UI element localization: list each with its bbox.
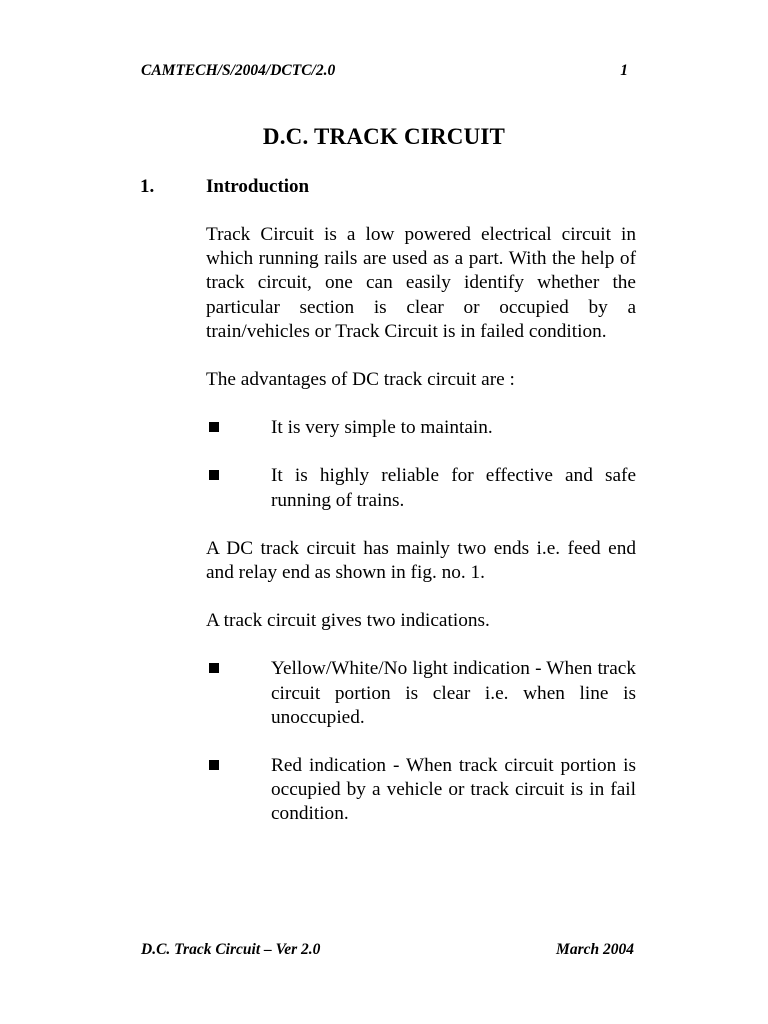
page-header bbox=[141, 62, 628, 84]
section-number: 1. bbox=[140, 176, 155, 197]
page-footer bbox=[141, 941, 634, 963]
list-item bbox=[206, 754, 636, 827]
ends-paragraph: A DC track circuit has mainly two ends i.e. feed end and relay end as shown in fig. no. 1. bbox=[206, 537, 636, 584]
list-item bbox=[206, 464, 636, 512]
square-bullet-icon bbox=[209, 760, 219, 770]
bullet-text: It is very simple to maintain. bbox=[271, 417, 493, 439]
footer-date: March 2004 bbox=[556, 941, 634, 958]
advantages-lead: The advantages of DC track circuit are : bbox=[206, 369, 515, 391]
bullet-text: Red indication - When track circuit portion is occupied by a vehicle or track circuit is in fail condition. bbox=[271, 755, 636, 825]
indications-lead: A track circuit gives two indications. bbox=[206, 610, 490, 632]
document-id: CAMTECH/S/2004/DCTC/2.0 bbox=[141, 62, 336, 79]
bullet-text: It is highly reliable for effective and safe running of trains. bbox=[271, 465, 636, 511]
page-title: D.C. TRACK CIRCUIT bbox=[262, 124, 506, 149]
page-number: 1 bbox=[620, 62, 628, 79]
section-heading: Introduction bbox=[206, 176, 310, 197]
square-bullet-icon bbox=[209, 422, 219, 432]
square-bullet-icon bbox=[209, 663, 219, 673]
bullet-text: Yellow/White/No light indication - When track circuit portion is clear i.e. when line is unoccupied. bbox=[271, 658, 636, 728]
list-item bbox=[206, 657, 636, 730]
intro-paragraph: Track Circuit is a low powered electrical circuit in which running rails are used as a part. With the help of track circuit, one can easily identify whether the particular section is clear or occupied by a train/vehicles or Track Circuit is in failed condition. bbox=[206, 224, 636, 342]
square-bullet-icon bbox=[209, 470, 219, 480]
list-item bbox=[206, 416, 636, 440]
body-content bbox=[206, 223, 636, 851]
footer-document-title: D.C. Track Circuit – Ver 2.0 bbox=[141, 941, 321, 958]
